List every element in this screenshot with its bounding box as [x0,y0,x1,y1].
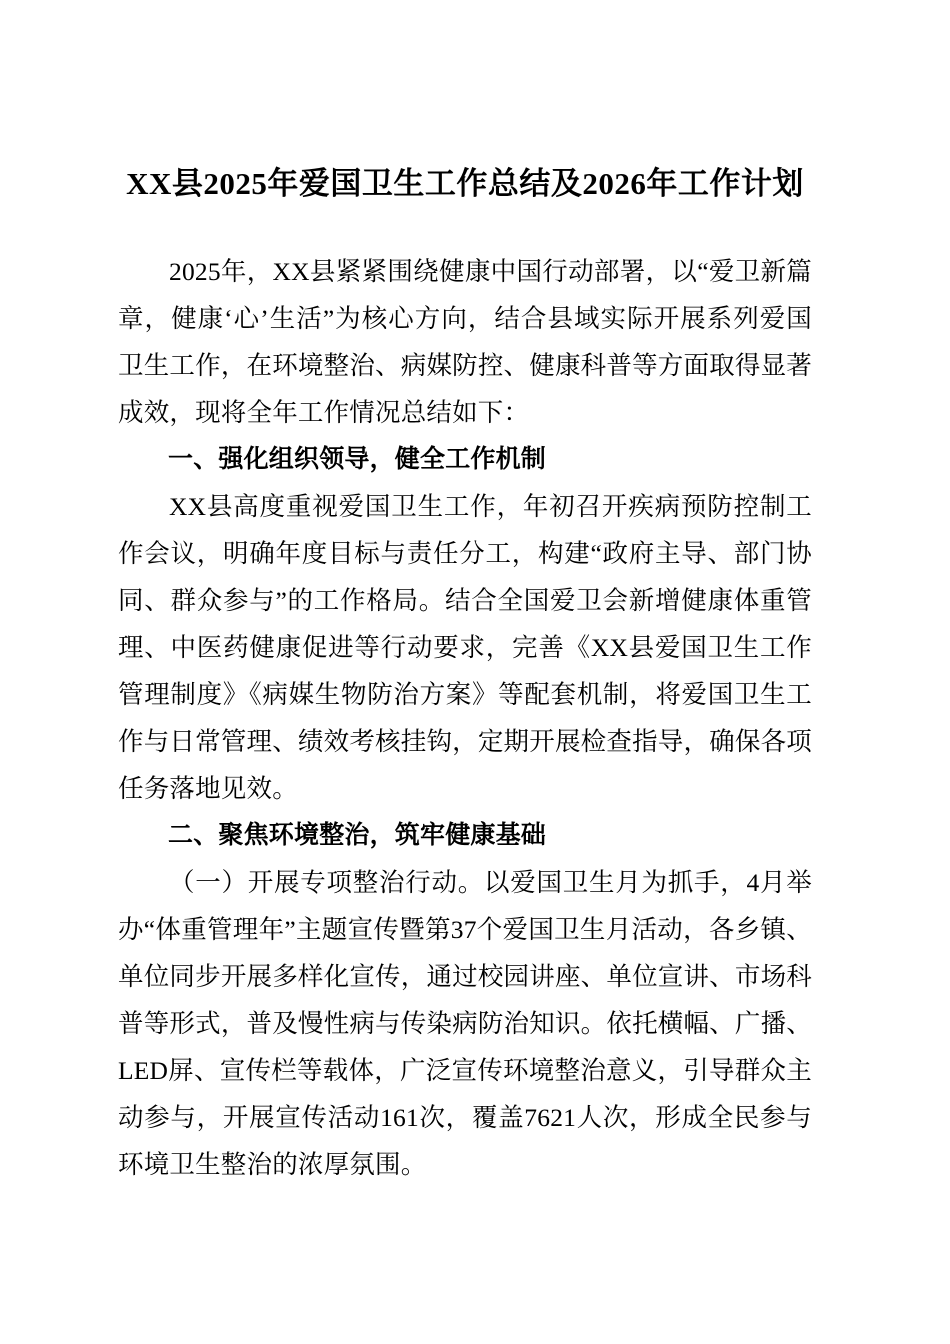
document-title: XX县2025年爱国卫生工作总结及2026年工作计划 [126,166,804,201]
section-2-paragraph-1: （一）开展专项整治行动。以爱国卫生月为抓手，4月举办“体重管理年”主题宣传暨第37个爱国卫生月活动，各乡镇、单位同步开展多样化宣传，通过校园讲座、单位宣讲、市场科普等形式，普及慢性病与传染病防治知识。依托横幅、广播、LED屏、宣传栏等载体，广泛宣传环境整治意义，引导群众主动参与，开展宣传活动161次，覆盖7621人次，形成全民参与环境卫生整治的浓厚氛围。 [118,868,812,1179]
section-heading-2: 二、聚焦环境整治，筑牢健康基础 [168,821,547,849]
section-heading-1: 一、强化组织领导，健全工作机制 [168,445,547,473]
document-content [118,0,812,1188]
intro-paragraph: 2025年，XX县紧紧围绕健康中国行动部署，以“爱卫新篇章，健康‘心’生活”为核心方向，结合县域实际开展系列爱国卫生工作，在环境整治、病媒防控、健康科普等方面取得显著成效，现将全年工作情况总结如下： [118,257,812,427]
section-1-paragraph: XX县高度重视爱国卫生工作，年初召开疾病预防控制工作会议，明确年度目标与责任分工，构建“政府主导、部门协同、群众参与”的工作格局。结合全国爱卫会新增健康体重管理、中医药健康促进等行动要求，完善《XX县爱国卫生工作管理制度》《病媒生物防治方案》等配套机制，将爱国卫生工作与日常管理、绩效考核挂钩，定期开展检查指导，确保各项任务落地见效。 [118,492,812,803]
